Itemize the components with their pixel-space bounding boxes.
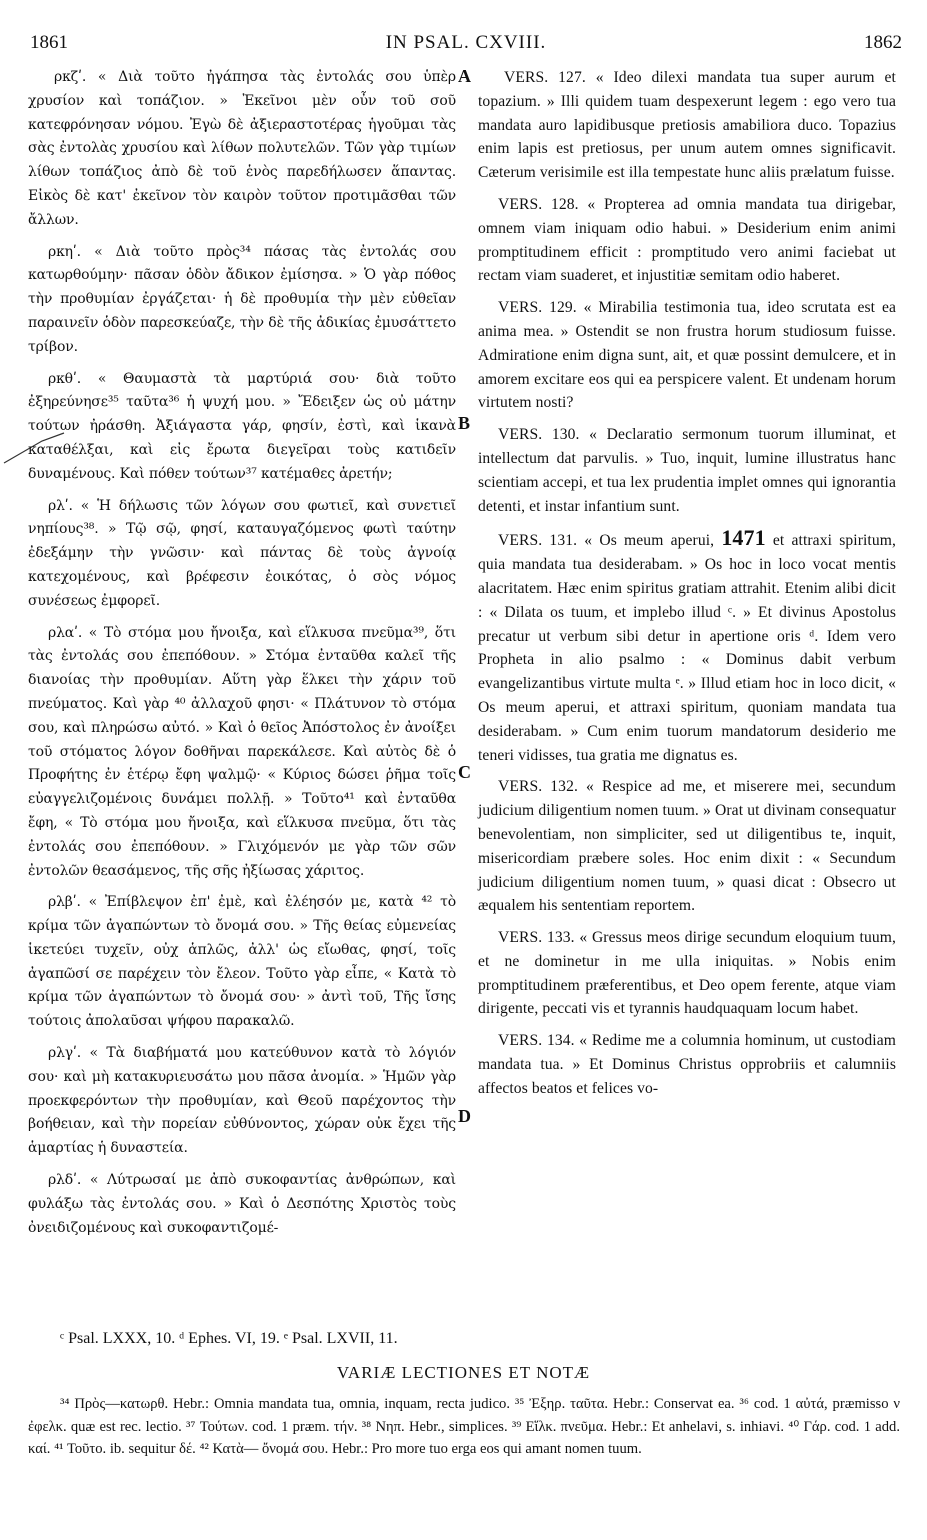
greek-paragraph: ρκηʹ. « Διὰ τοῦτο πρὸς³⁴ πάσας τὰς ἐντολάς σου κατωρθούμην· πᾶσαν ὁδὸν ἄδικον ἐμίσησα. » Ὁ γὰρ πόθος τὴν προθυμίαν ἐργάζεται· ἡ δὲ προθυμία τὴν μὲν εὐθεῖαν παραινεῖν ὁδὸν παρεσκεύαζε, τὴν δὲ τῆς ἀδικίας ἐμυσάττετο τρίβον. [28,243,456,355]
margin-letter-b: B [458,413,471,433]
page-header [30,32,902,62]
latin-paragraph: VERS. 127. « Ideo dilexi mandata tua super aurum et topazium. » Illi quidem tuam despexerunt legem : ego vero tua mandata auro lapidibusque pretiosis amabiliora duco. Topazius enim lapis est pretiosus, per unum autem omnes significavit. Cæterum verisimile est illa tempestate hunc aliis prælatum fuisse. [478,69,896,182]
latin-verse-131-rest: et attraxi spiritum, quia mandata tua desiderabam. » Os hoc in loco vocat mentis alacritatem. Hæc enim spiritus gratiam attrahit. Etenim alibi dicit : « Dilata os tuum, et implebo illud ᶜ. » Et divinus Apostolus precatur ut verbum sibi detur in apertione oris ᵈ. Idem vero Propheta in alio psalmo : « Dominus dabit verbum evangelizantibus virtute multa ᵉ. » Illud etiam hoc in loco dicit, « Os meum aperui, et attraxi spiritum, quoniam mandata tua desiderabam. » Cum enim tuorum mandatorum desiderio me teneri vidisses, tua gratia me dignatus es. [478,532,896,764]
notes-text: ³⁴ Πρὸς—κατωρθ. Hebr.: Omnia mandata tua, omnia, inquam, recta judico. ³⁵ Ἐξηρ. ταῦτα. Hebr.: Conservat ea. ³⁶ cod. 1 αὐτά, præmisso ν ἐφελκ. quæ est rec. lectio. ³⁷ Τούτων. cod. 1 præm. τήν. ³⁸ Νηπ. Hebr., simplices. ³⁹ Εἵλκ. πνεῦμα. Hebr.: Et anhelavi, s. inhiavi. ⁴⁰ Γάρ. cod. 1 add. καί. ⁴¹ Τοῦτο. ib. sequitur δέ. ⁴² Κατὰ— ὄνομά σου. Hebr.: Pro more tuo erga eos qui amant nomen tuum. [28,1396,900,1457]
margin-letter-c: C [458,762,471,782]
latin-paragraph: VERS. 128. « Propterea ad omnia mandata tua dirigebar, omnem viam iniquam odio habui. » Desiderium enim animi promptitudinem efficit : promptitudo vero animi faciebat ut rectam viam suaderet, et injustitiæ semitam odio haberet. [478,195,896,285]
column-number: 1471 [721,525,766,551]
latin-paragraph [478,526,896,767]
greek-paragraph: ρλγʹ. « Τὰ διαβήματά μου κατεύθυνον κατὰ τὸ λόγιόν σου· καὶ μὴ κατακυριευσάτω μου πᾶσα ἀνομία. » Ἡμῶν γὰρ προεκφερόντων τὴν προθυμίαν, καὶ Θεοῦ παρέχοντος τὴν βοήθειαν, καὶ τὴν πορείαν εὐθύνοντος, χώραν οὐκ ἔχει τῆς ἁμαρτίας ἡ δυναστεία. [28,1045,456,1157]
greek-paragraph: ρκζʹ. « Διὰ τοῦτο ἠγάπησα τὰς ἐντολάς σου ὑπὲρ χρυσίον καὶ τοπάζιον. » Ἐκεῖνοι μὲν οὖν τοῦ σοῦ κατεφρόνησαν νόμου. Ἐγὼ δὲ ἀξιεραστοτέρας ἡγοῦμαι τὰς σὰς ἐντολὰς χρυσίου καὶ λίθων πολυτελῶν. Τῶν γὰρ τιμίων λίθων τοπάζιος ἀπὸ δὲ τοῦ ἑνὸς παρεδήλωσεν ἅπαντας. Εἰκὸς δὲ κατ' ἐκεῖνον τὸν καιρὸν τοῦτον προτιμᾶσθαι τῶν ἄλλων. [28,69,456,228]
latin-paragraph: VERS. 133. « Gressus meos dirige secundum eloquium tuum, et ne dominetur in me ulla iniquitas. » Nobis enim promptitudinem præferentibus, et Deo opem ferente, atque viam dirigente, peccati vis et tyrannis haudquaquam locum habet. [478,929,896,1018]
margin-letter-d: D [458,1106,471,1126]
left-page-number: 1861 [30,32,68,53]
running-title: IN PSAL. CXVIII. [385,32,547,53]
greek-paragraph: ρλαʹ. « Τὸ στόμα μου ἤνοιξα, καὶ εἵλκυσα πνεῦμα³⁹, ὅτι τὰς ἐντολάς σου ἐπεπόθουν. » Στόμα ἐνταῦθα καλεῖ τῆς διανοίας τὴν προθυμίαν. Αὕτη γὰρ ἕλκει τὴν χάριν τοῦ πνεύματος. Καὶ γὰρ ⁴⁰ ἀλλαχοῦ φησι· « Πλάτυνον τὸ στόμα σου, καὶ πληρώσω αὐτό. » Καὶ ὁ θεῖος Ἀπόστολος ἐν ἀνοίξει τοῦ στόματος λόγον δοθῆναι παρεκάλεσε. Καὶ αὐτὸς δὲ ὁ Προφήτης ἐν ἑτέρῳ ἔφη ψαλμῷ· « Κύριος δώσει ῥῆμα τοῖς εὐαγγελιζομένοις δυνάμει πολλῇ. » Τοῦτο⁴¹ καὶ ἐνταῦθα ἔφη, « Τὸ στόμα μου ἤνοιξα, καὶ εἵλκυσα πνεῦμα, ὅτι τὰς ἐντολάς σου ἐπεπόθουν. » Γλιχόμενόν με γὰρ τῶν σῶν ἐντολῶν θεασάμενος, τῆς σῆς ἠξίωσας χάριτος. [28,624,456,879]
greek-paragraph: ρκθʹ. « Θαυμαστὰ τὰ μαρτύριά σου· διὰ τοῦτο ἐξηρεύνησε³⁵ ταῦτα³⁶ ἡ ψυχή μου. » Ἔδειξεν ὡς οὐ μάτην τούτων ἠράσθη. Ἀξιάγαστα γάρ, φησίν, ἐστὶ, καὶ ἱκανὰ καταθέλξαι, καὶ εἰς ἔρωτα διεγεῖραι τοὺς κατιδεῖν δυναμένους. Καὶ πόθεν τούτων³⁷ κατέμαθες ἀρετήν; [28,370,456,482]
greek-paragraph: ρλδʹ. « Λύτρωσαί με ἀπὸ συκοφαντίας ἀνθρώπων, καὶ φυλάξω τὰς ἐντολάς σου. » Καὶ ὁ Δεσπότης Χριστὸς τοὺς ὀνειδιζομένους καὶ συκοφαντιζομέ- [28,1172,456,1236]
greek-paragraph: ρλβʹ. « Ἐπίβλεψον ἐπ' ἐμὲ, καὶ ἐλέησόν με, κατὰ ⁴² τὸ κρίμα τῶν ἀγαπώντων τὸ ὄνομά σου. » Τῆς θείας εὐμενείας ἱκετεύει τυχεῖν, οὐχ ἁπλῶς, ἀλλ' ὡς εἴωθας, φησί, τοῖς ἀγαπῶσί σε παρέχειν τὸν ἔλεον. Τοῦτο γὰρ εἶπε, « Κατὰ τὸ κρίμα τῶν ἀγαπώντων τὸ ὄνομά σου· » ἀντὶ τοῦ, Τῆς ἴσης τούτοις ἀπολαῦσαι ψήφου παρακαλῶ. [28,894,456,1030]
margin-letter-a: A [458,66,471,86]
latin-verse-131-start: VERS. 131. « Os meum aperui, [498,532,722,550]
latin-column [478,66,896,1109]
latin-paragraph: VERS. 129. « Mirabilia testimonia tua, ideo scrutata est ea anima mea. » Ostendit se non frustra horum studiosum fuisse. Admiratione enim digna sunt, ait, et quæ possint demulcere, et in amorem excitare eos qui ea perspicere valent. Et undenam horum virtutem nosti? [478,299,896,412]
latin-paragraph: VERS. 130. « Declaratio sermonum tuorum illuminat, et intellectum dat parvulis. » Tuo, inquit, lumine illustratus hanc scientiam accepi, et tua lex prudentia implet omnes qui ignorantia detenti, et instar infantium sunt. [478,426,896,515]
greek-paragraph: ρλʹ. « Ἡ δήλωσις τῶν λόγων σου φωτιεῖ, καὶ συνετιεῖ νηπίους³⁸. » Τῷ σῷ, φησί, καταυγαζόμενος φωτὶ ταύτην ἐδεξάμην τὴν γνῶσιν· καὶ πάντας δὲ τοὺς ἀγνοίᾳ κατεχομένους, καὶ βρέφεσιν ἐοικότας, ὁ σὸς νόμος συνέσεως ἐμφορεῖ. [28,497,456,609]
notes-title: VARIÆ LECTIONES ET NOTÆ [336,1363,591,1382]
latin-paragraph: VERS. 132. « Respice ad me, et miserere mei, secundum judicium diligentium nomen tuum. » Orat ut divinam consequatur benevolentiam, non simpliciter, sed ut diligentibus te, inquit, misericordiam præbere soles. Hoc enim dixit : « Secundum judicium diligentium nomen tuum, » quasi dicat : Obsecro ut æqualem his sententiam reportem. [478,778,896,915]
greek-column [28,66,456,1248]
right-page-number: 1862 [864,32,902,53]
footnote-references: ᶜ Psal. LXXX, 10. ᵈ Ephes. VI, 19. ᵉ Psal. LXVII, 11. [60,1330,398,1347]
latin-paragraph: VERS. 134. « Redime me a columnia hominum, ut custodiam mandata tua. » Et Dominus Christus opprobriis et calumniis affectos beatos et felices vo- [478,1032,896,1097]
